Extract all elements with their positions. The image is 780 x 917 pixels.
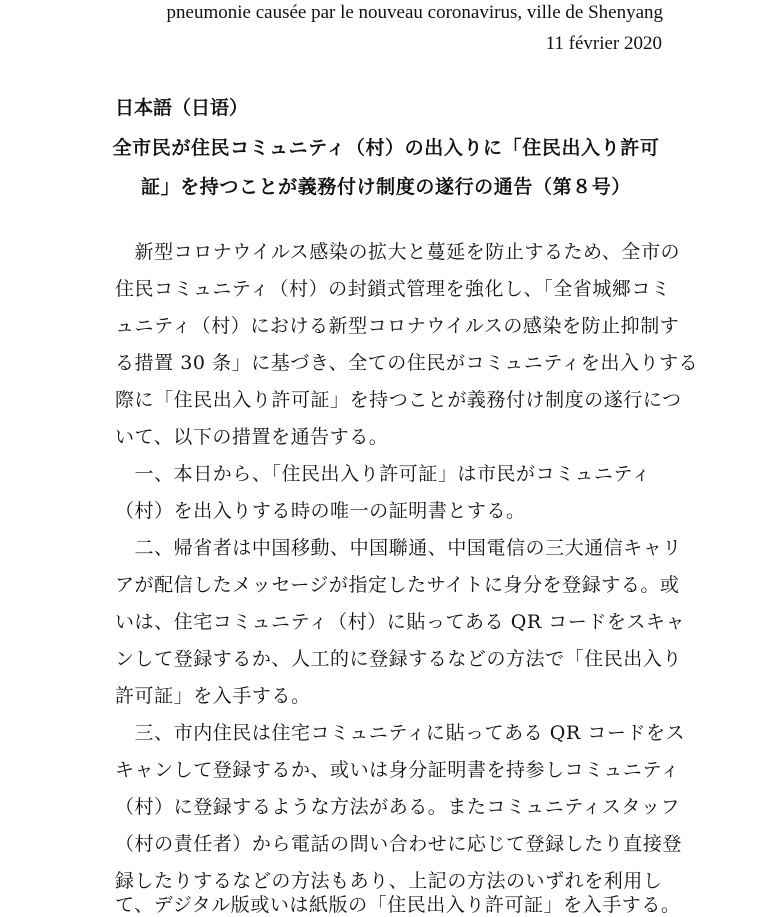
body-line: （村）に登録するような方法がある。またコミュニティスタッフ [115,796,681,818]
header-title-line: pneumonie causée par le nouveau coronavirus, ville de Shenyang [166,2,663,23]
body-line: （村）を出入りする時の唯一の証明書とする。 [115,500,526,522]
body-line: 住民コミュニティ（村）の封鎖式管理を強化し、「全省城郷コミ [115,278,671,300]
header-date: 11 février 2020 [545,33,662,54]
body-line: 許可証」を入手する。 [115,685,311,707]
body-line: 一、本日から、「住民出入り許可証」は市民がコミュニティ [115,463,652,485]
body-line: アが配信したメッセージが指定したサイトに身分を登録する。或 [115,574,680,596]
body-line: いて、以下の措置を通告する。 [115,426,389,448]
body-line: る措置 30 条」に基づき、全ての住民がコミュニティを出入りする [115,352,699,374]
body-line: 際に「住民出入り許可証」を持つことが義務付け制度の遂行につ [115,389,682,411]
body-line: 新型コロナウイルス感染の拡大と蔓延を防止するため、全市の [115,241,681,263]
body-line: 二、帰省者は中国移動、中国聯通、中国電信の三大通信キャリ [115,537,682,559]
body-line: （村の責任者）から電話の問い合わせに応じて登録したり直接登 [115,833,682,855]
notice-title-line-2: 証」を持つことが義務付け制度の遂行の通告（第８号） [140,176,631,198]
body-line: て、デジタル版或いは紙版の「住民出入り許可証」を入手する。 [115,894,681,916]
body-line: 三、市内住民は住宅コミュニティに貼ってある QR コードをス [115,722,686,744]
body-line: キャンして登録するか、或いは身分証明書を持参しコミュニティ [115,759,681,781]
language-label: 日本語（日语） [115,97,249,119]
body-line: ンして登録するか、人工的に登録するなどの方法で「住民出入り [115,648,682,670]
body-line: ュニティ（村）における新型コロナウイルスの感染を防止抑制す [115,315,680,337]
body-line: 録したりするなどの方法もあり、上記の方法のいずれを利用し [115,870,663,892]
notice-title-line-1: 全市民が住民コミュニティ（村）の出入りに「住民出入り許可 [112,137,660,159]
body-line: いは、住宅コミュニティ（村）に貼ってある QR コードをスキャ [115,611,686,633]
